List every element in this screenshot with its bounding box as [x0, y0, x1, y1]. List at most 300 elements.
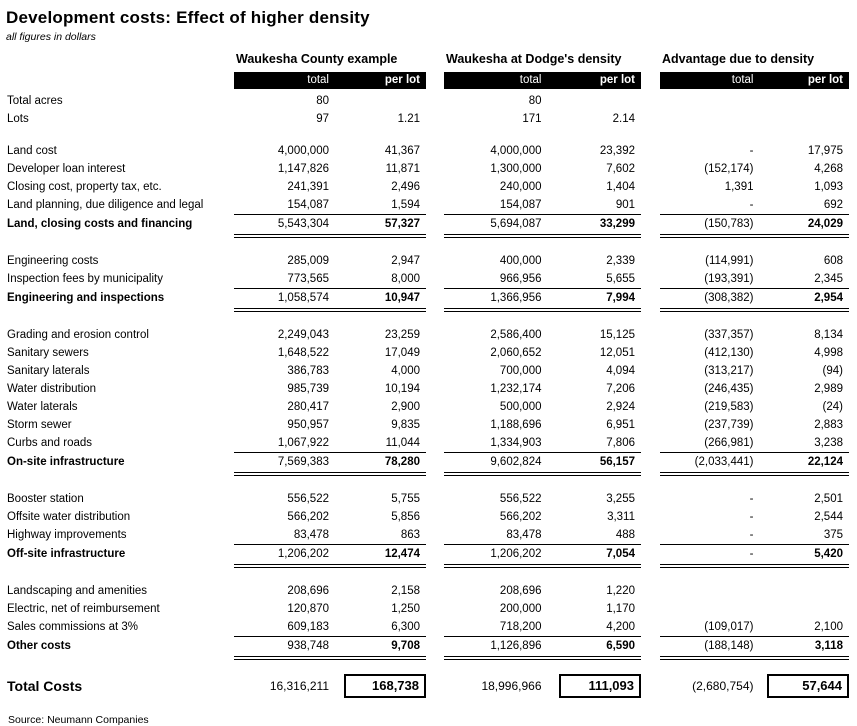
group-cells	[660, 618, 849, 636]
total-column-header: total	[519, 74, 542, 86]
total-value: 773,565	[287, 273, 329, 285]
total-value: 5,694,087	[490, 218, 542, 230]
table-row	[6, 160, 849, 178]
table-row	[6, 380, 849, 398]
table-row	[6, 270, 849, 288]
total-value: -	[749, 511, 754, 523]
group-cells	[444, 544, 641, 568]
group-cells	[234, 600, 426, 618]
group-header-row	[6, 51, 849, 67]
group-cells	[234, 196, 426, 214]
row-label: Offsite water distribution	[7, 511, 131, 523]
group-cells	[660, 270, 849, 288]
per-lot-value: 2,501	[814, 493, 843, 505]
row-label: Total Costs	[7, 678, 83, 694]
per-lot-value: 488	[615, 529, 635, 541]
row-label: Storm sewer	[7, 419, 72, 431]
group-cells	[444, 160, 641, 178]
group-cells	[444, 416, 641, 434]
per-lot-value: 24,029	[807, 218, 843, 230]
column-header-bar-county	[234, 72, 426, 89]
per-lot-value: 11,044	[385, 437, 420, 449]
per-lot-value: 4,998	[814, 347, 843, 359]
group-cells	[444, 196, 641, 214]
per-lot-value: 22,124	[807, 456, 843, 468]
table-row	[6, 434, 849, 452]
total-value: 16,316,211	[269, 679, 329, 693]
group-cells	[444, 214, 641, 238]
table-row	[6, 582, 849, 600]
per-lot-value: 6,300	[391, 621, 420, 633]
total-value: 1,126,896	[490, 640, 542, 652]
per-lot-value: 7,994	[606, 292, 635, 304]
total-value: 1,067,922	[277, 437, 329, 449]
per-lot-value: 6,590	[606, 640, 635, 652]
group-cells	[234, 160, 426, 178]
total-value: 280,417	[287, 401, 329, 413]
group-cells	[660, 526, 849, 544]
boxed-per-lot-value: 57,644	[767, 674, 849, 698]
row-label: Water laterals	[7, 401, 78, 413]
per-lot-value: 1.21	[397, 113, 420, 125]
group-cells	[234, 142, 426, 160]
group-cells	[660, 434, 849, 452]
total-value: 2,249,043	[277, 329, 329, 341]
per-lot-value: 3,118	[814, 640, 843, 652]
boxed-per-lot-value: 168,738	[344, 674, 426, 698]
group-cells	[444, 380, 641, 398]
total-value: (114,991)	[705, 255, 754, 267]
table-section	[6, 582, 849, 660]
group-cells	[234, 252, 426, 270]
group-cells	[234, 214, 426, 238]
group-cells	[444, 508, 641, 526]
subtotal-row	[6, 288, 849, 312]
total-value: (2,680,754)	[692, 679, 754, 693]
per-lot-value: 1,220	[606, 585, 635, 597]
group-header-waukesha-county: Waukesha County example	[236, 52, 398, 66]
group-cells	[234, 618, 426, 636]
table-row	[6, 362, 849, 380]
group-cells	[660, 142, 849, 160]
per-lot-value: 17,049	[384, 347, 420, 359]
total-value: 2,586,400	[490, 329, 542, 341]
row-label: Curbs and roads	[7, 437, 93, 449]
per-lot-column-header: per lot	[599, 74, 635, 86]
total-value: (219,583)	[704, 401, 754, 413]
total-value: 386,783	[287, 365, 329, 377]
group-cells	[234, 270, 426, 288]
group-cells	[660, 178, 849, 196]
per-lot-value: 2,496	[391, 181, 420, 193]
total-value: 2,060,652	[490, 347, 542, 359]
column-header-bar-advantage	[660, 72, 849, 89]
table-row	[6, 618, 849, 636]
per-lot-value: 3,238	[814, 437, 843, 449]
group-cells	[660, 416, 849, 434]
group-cells	[660, 544, 849, 568]
total-value: 1,058,574	[277, 292, 329, 304]
per-lot-value: 3,311	[607, 511, 635, 523]
per-lot-value	[755, 674, 850, 698]
table-row	[6, 490, 849, 508]
total-value: 1,300,000	[490, 163, 542, 175]
table-row	[6, 196, 849, 214]
total-value: 556,522	[287, 493, 329, 505]
group-cells	[444, 398, 641, 416]
per-lot-value: 608	[823, 255, 843, 267]
group-cells	[660, 636, 849, 660]
per-lot-value: 6,951	[606, 419, 635, 431]
group-cells	[660, 196, 849, 214]
group-cells	[234, 490, 426, 508]
group-cells	[234, 288, 426, 312]
group-cells	[444, 92, 641, 110]
group-cells	[234, 582, 426, 600]
per-lot-value: 7,602	[606, 163, 635, 175]
per-lot-value: 23,259	[384, 329, 420, 341]
total-value: 985,739	[287, 383, 329, 395]
per-lot-value: 2,345	[814, 273, 843, 285]
row-label: Land cost	[7, 145, 57, 157]
row-label: Developer loan interest	[7, 163, 126, 175]
per-lot-value: 10,194	[384, 383, 420, 395]
group-cells	[234, 434, 426, 452]
table-row	[6, 92, 849, 110]
table-row	[6, 344, 849, 362]
table-row	[6, 398, 849, 416]
per-lot-value: 2,900	[391, 401, 420, 413]
table-section	[6, 92, 849, 128]
table-row	[6, 526, 849, 544]
table-row	[6, 178, 849, 196]
per-lot-value: 1,093	[814, 181, 843, 193]
per-lot-value: 12,051	[599, 347, 635, 359]
group-cells	[234, 178, 426, 196]
table-section	[6, 252, 849, 312]
per-lot-value: 11,871	[385, 163, 420, 175]
total-value: -	[749, 145, 754, 157]
total-value: 938,748	[287, 640, 329, 652]
row-label: Land planning, due diligence and legal	[7, 199, 204, 211]
per-lot-value: 4,200	[606, 621, 635, 633]
per-lot-value: 15,125	[599, 329, 635, 341]
total-value: (337,357)	[704, 329, 754, 341]
group-cells	[234, 92, 426, 110]
group-cells	[444, 490, 641, 508]
total-value: (246,435)	[704, 383, 754, 395]
total-value: (412,130)	[704, 347, 754, 359]
total-value: 609,183	[287, 621, 329, 633]
group-cells	[444, 582, 641, 600]
row-label: Highway improvements	[7, 529, 127, 541]
total-value: 1,334,903	[490, 437, 542, 449]
row-label: Inspection fees by municipality	[7, 273, 163, 285]
table-section	[6, 326, 849, 476]
group-cells	[234, 674, 426, 698]
row-label: Closing cost, property tax, etc.	[7, 181, 162, 193]
total-value: 566,202	[499, 511, 542, 523]
per-lot-value: 375	[823, 529, 843, 541]
group-cells	[234, 416, 426, 434]
group-cells	[660, 508, 849, 526]
total-value: 950,957	[287, 419, 329, 431]
subtitle-note: all figures in dollars	[6, 31, 96, 43]
per-lot-value: 7,206	[606, 383, 635, 395]
group-cells	[234, 362, 426, 380]
per-lot-value: 17,975	[807, 145, 843, 157]
group-cells	[234, 544, 426, 568]
table-row	[6, 110, 849, 128]
subtotal-row	[6, 636, 849, 660]
group-header-advantage: Advantage due to density	[662, 52, 815, 66]
group-cells	[234, 508, 426, 526]
group-cells	[444, 452, 641, 476]
total-value: 120,870	[287, 603, 329, 615]
group-cells	[444, 344, 641, 362]
total-value: 700,000	[499, 365, 542, 377]
total-value: 7,569,383	[277, 456, 329, 468]
group-cells	[444, 326, 641, 344]
group-cells	[444, 178, 641, 196]
total-value: 1,232,174	[490, 383, 542, 395]
table-row	[6, 508, 849, 526]
per-lot-value: 8,134	[814, 329, 843, 341]
per-lot-value: 2,544	[814, 511, 843, 523]
row-label: Sales commissions at 3%	[7, 621, 139, 633]
per-lot-value: 9,835	[391, 419, 420, 431]
row-label: Sanitary sewers	[7, 347, 89, 359]
total-value: 4,000,000	[490, 145, 542, 157]
total-value: 154,087	[287, 199, 329, 211]
total-column-header: total	[731, 74, 754, 86]
group-cells	[234, 636, 426, 660]
per-lot-value: 10,947	[384, 292, 420, 304]
total-value: (188,148)	[704, 640, 754, 652]
per-lot-value	[330, 92, 426, 110]
total-value: -	[749, 529, 754, 541]
group-cells	[444, 636, 641, 660]
subtotal-row	[6, 452, 849, 476]
group-cells	[444, 618, 641, 636]
group-cells	[444, 270, 641, 288]
group-cells	[660, 362, 849, 380]
total-value: 83,478	[293, 529, 329, 541]
group-cells	[444, 142, 641, 160]
total-value: 556,522	[499, 493, 542, 505]
total-value: -	[749, 493, 754, 505]
total-value: (308,382)	[704, 292, 754, 304]
group-header-dodge-density: Waukesha at Dodge's density	[446, 52, 622, 66]
row-label: Booster station	[7, 493, 84, 505]
row-label: Off-site infrastructure	[7, 548, 126, 560]
per-lot-value: 901	[615, 199, 635, 211]
group-cells	[444, 252, 641, 270]
row-label: Electric, net of reimbursement	[7, 603, 160, 615]
per-lot-value	[330, 674, 426, 698]
group-cells	[234, 326, 426, 344]
total-column-header: total	[307, 74, 329, 86]
total-value: 97	[316, 113, 329, 125]
total-value: 5,543,304	[277, 218, 329, 230]
table-row	[6, 600, 849, 618]
total-value: (109,017)	[704, 621, 754, 633]
table-row	[6, 142, 849, 160]
group-cells	[234, 380, 426, 398]
row-label: Lots	[7, 113, 29, 125]
group-cells	[444, 600, 641, 618]
total-value: (266,981)	[704, 437, 754, 449]
group-cells	[234, 110, 426, 128]
group-cells	[660, 674, 849, 698]
group-cells	[660, 160, 849, 178]
total-value: 285,009	[287, 255, 329, 267]
per-lot-value: 12,474	[384, 548, 420, 560]
per-lot-value: 2,158	[391, 585, 420, 597]
total-value: 1,366,956	[490, 292, 542, 304]
group-cells	[444, 674, 641, 698]
group-cells	[660, 326, 849, 344]
group-cells	[444, 362, 641, 380]
total-value: 1,648,522	[277, 347, 329, 359]
table-row	[6, 416, 849, 434]
per-lot-value: 8,000	[391, 273, 420, 285]
per-lot-value: 2,924	[606, 401, 635, 413]
group-cells	[444, 288, 641, 312]
per-lot-value: 9,708	[391, 640, 420, 652]
group-cells	[444, 110, 641, 128]
total-value: 966,956	[499, 273, 542, 285]
per-lot-value: 1,404	[606, 181, 635, 193]
column-header-row	[6, 72, 849, 89]
per-lot-value: 33,299	[599, 218, 635, 230]
total-value: 566,202	[287, 511, 329, 523]
table-section	[6, 142, 849, 238]
total-value: 18,996,966	[481, 679, 542, 693]
total-value: 400,000	[499, 255, 542, 267]
per-lot-value: 2,989	[814, 383, 843, 395]
group-cells	[660, 452, 849, 476]
group-cells	[660, 490, 849, 508]
per-lot-value: 692	[823, 199, 843, 211]
group-cells	[660, 398, 849, 416]
per-lot-value: 5,420	[814, 548, 843, 560]
row-label: Engineering and inspections	[7, 292, 165, 304]
per-lot-value: 5,755	[391, 493, 420, 505]
group-cells	[660, 214, 849, 238]
per-lot-value: 4,268	[814, 163, 843, 175]
per-lot-value: 7,054	[606, 548, 635, 560]
total-value: 718,200	[499, 621, 542, 633]
per-lot-value: 4,000	[391, 365, 420, 377]
total-value: 80	[316, 95, 329, 107]
total-value: 240,000	[499, 181, 542, 193]
per-lot-value: 41,367	[384, 145, 420, 157]
total-value: 1,206,202	[490, 548, 542, 560]
total-value: 171	[522, 113, 542, 125]
subtotal-row	[6, 544, 849, 568]
per-lot-value: (94)	[822, 365, 843, 377]
total-value: 1,147,826	[277, 163, 329, 175]
per-lot-value: 5,856	[391, 511, 420, 523]
group-cells	[444, 526, 641, 544]
subtotal-row	[6, 214, 849, 238]
column-header-bar-dodge	[444, 72, 641, 89]
per-lot-value: 2,339	[606, 255, 635, 267]
total-value: 80	[528, 95, 542, 107]
per-lot-value	[543, 674, 642, 698]
group-cells	[660, 344, 849, 362]
per-lot-value: 78,280	[384, 456, 420, 468]
per-lot-value: 863	[400, 529, 420, 541]
total-value: 83,478	[506, 529, 542, 541]
total-value: 241,391	[287, 181, 329, 193]
per-lot-value: 1,594	[391, 199, 420, 211]
per-lot-value: 2,100	[814, 621, 843, 633]
per-lot-value: 4,094	[606, 365, 635, 377]
group-cells	[234, 526, 426, 544]
group-cells	[234, 452, 426, 476]
per-lot-value: 2,883	[814, 419, 843, 431]
total-value: (150,783)	[704, 218, 754, 230]
per-lot-value: 2,947	[391, 255, 420, 267]
per-lot-value: 7,806	[606, 437, 635, 449]
per-lot-value: 5,655	[606, 273, 635, 285]
row-label: Sanitary laterals	[7, 365, 90, 377]
row-label: Grading and erosion control	[7, 329, 149, 341]
row-label: On-site infrastructure	[7, 456, 125, 468]
per-lot-value: 57,327	[384, 218, 420, 230]
row-label: Engineering costs	[7, 255, 99, 267]
row-label: Land, closing costs and financing	[7, 218, 193, 230]
group-cells	[660, 288, 849, 312]
per-lot-value: (24)	[822, 401, 843, 413]
grand-total-row	[6, 674, 849, 698]
total-value: (237,739)	[704, 419, 754, 431]
total-value: 500,000	[499, 401, 542, 413]
row-label: Total acres	[7, 95, 63, 107]
total-value: 154,087	[499, 199, 542, 211]
total-value: -	[749, 548, 754, 560]
per-lot-column-header: per lot	[807, 74, 843, 86]
group-cells	[234, 398, 426, 416]
total-value: 9,602,824	[490, 456, 542, 468]
total-value: 208,696	[499, 585, 542, 597]
row-label: Water distribution	[7, 383, 97, 395]
total-value: -	[749, 199, 754, 211]
per-lot-value	[543, 92, 642, 110]
total-value: (193,391)	[704, 273, 754, 285]
table-row	[6, 326, 849, 344]
total-value: (2,033,441)	[694, 456, 754, 468]
per-lot-value: 1,250	[391, 603, 420, 615]
total-value: 200,000	[499, 603, 542, 615]
total-value: 1,206,202	[277, 548, 329, 560]
page-title: Development costs: Effect of higher density	[6, 8, 370, 27]
per-lot-value: 56,157	[599, 456, 635, 468]
per-lot-value: 2,954	[814, 292, 843, 304]
cost-table	[6, 92, 849, 698]
per-lot-value: 23,392	[599, 145, 635, 157]
group-cells	[660, 380, 849, 398]
group-cells	[444, 434, 641, 452]
per-lot-value: 2.14	[612, 113, 635, 125]
total-value: 1,391	[724, 181, 754, 193]
boxed-per-lot-value: 111,093	[559, 674, 641, 698]
total-value: 1,188,696	[490, 419, 542, 431]
row-label: Other costs	[7, 640, 71, 652]
total-value: 4,000,000	[277, 145, 329, 157]
